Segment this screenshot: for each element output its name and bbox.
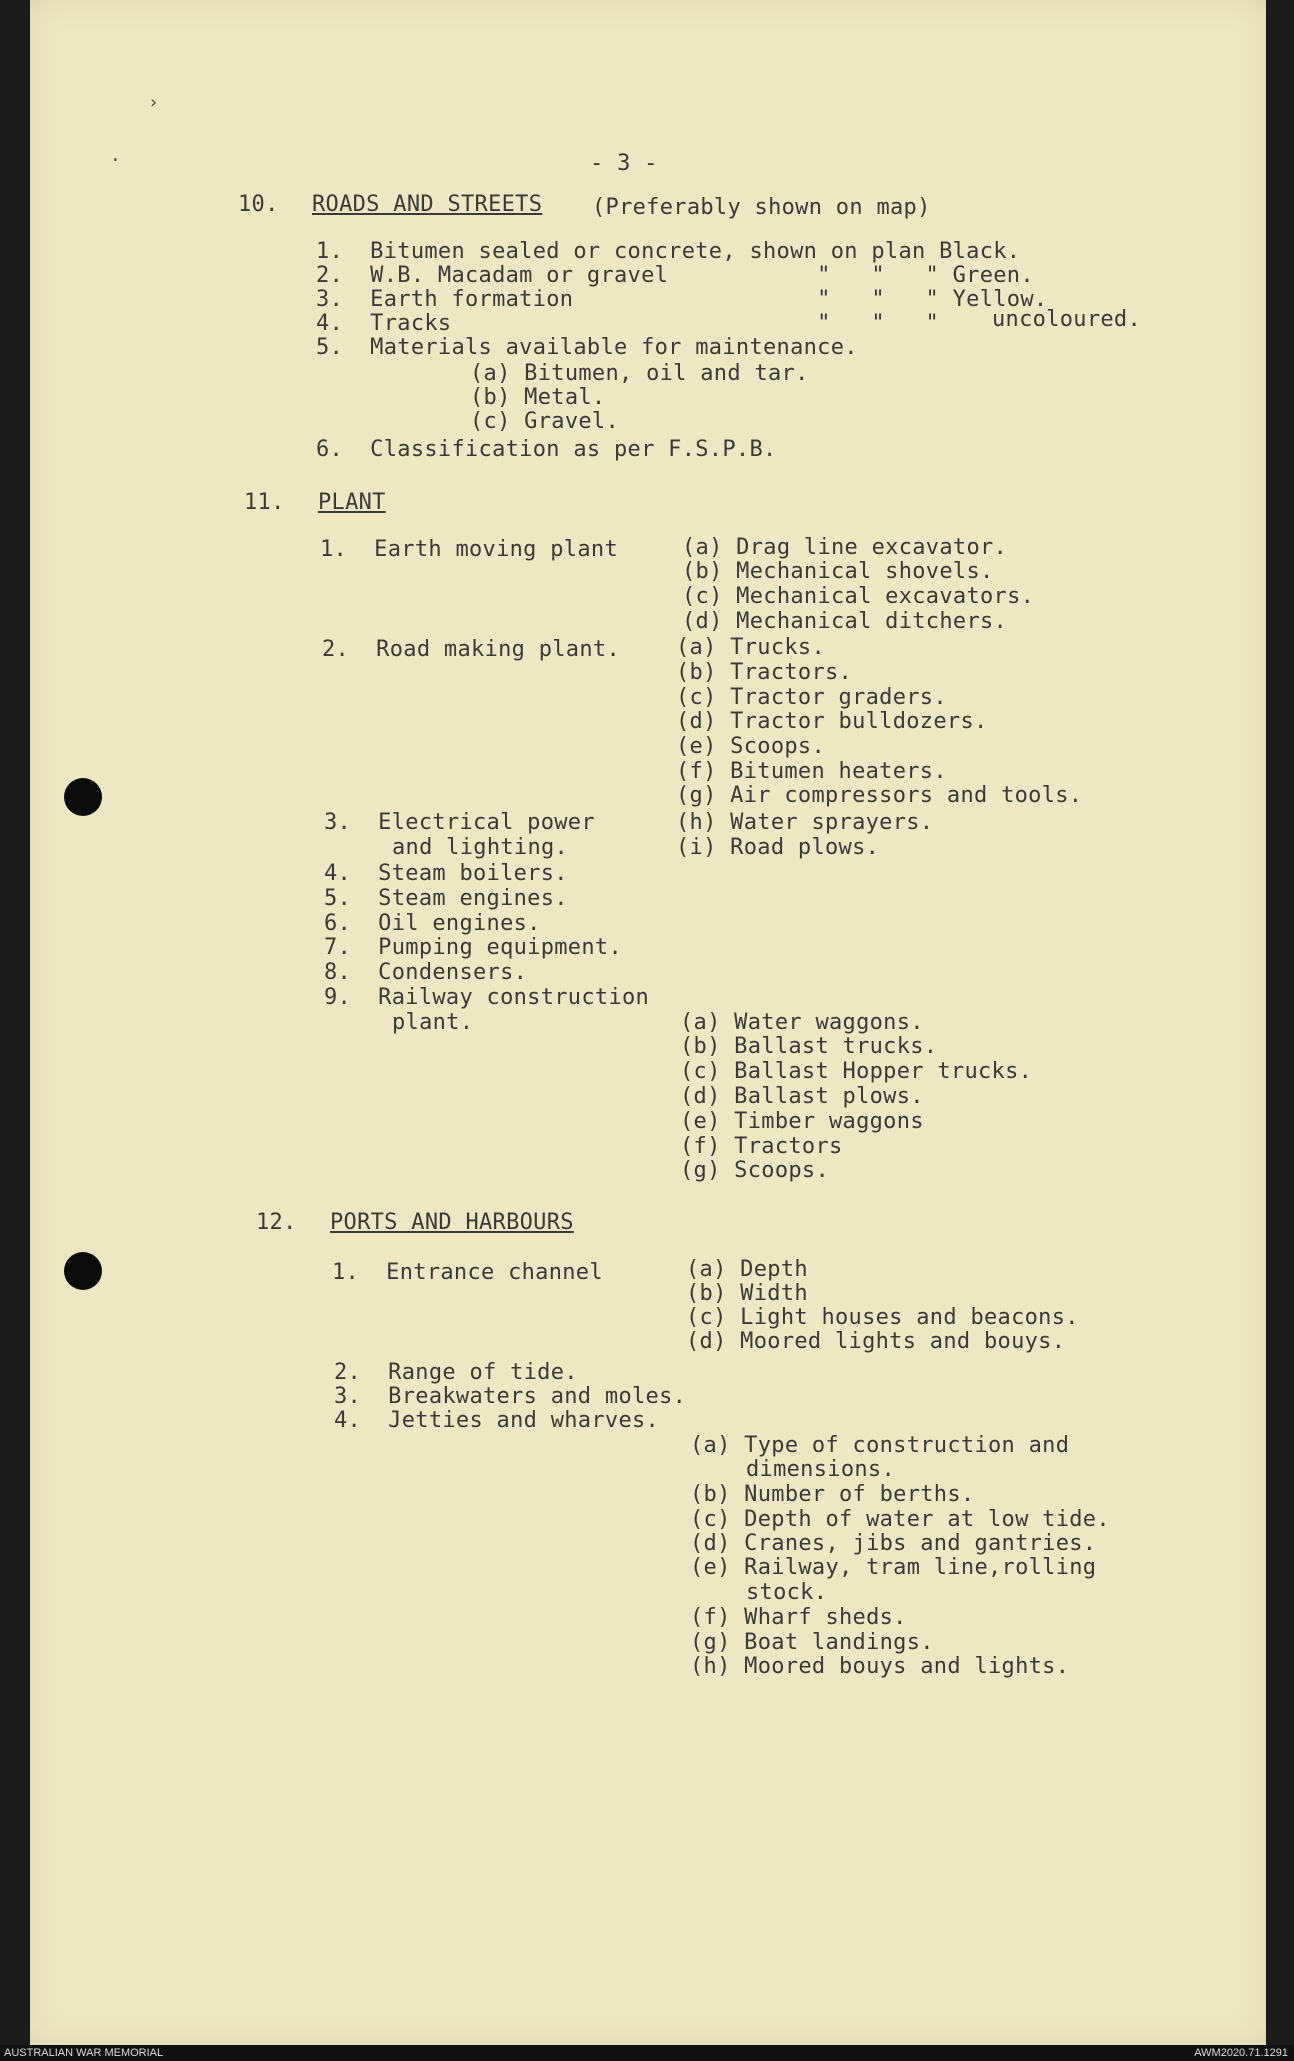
document-line: (c) Mechanical excavators. xyxy=(682,584,1035,609)
footer-accession-number: AWM2020.71.1291 xyxy=(1194,2047,1288,2059)
document-line: 10. xyxy=(238,192,279,217)
document-line: 6. Oil engines. xyxy=(324,911,541,936)
document-line: 6. Classification as per F.S.P.B. xyxy=(316,437,777,462)
footer-source: AUSTRALIAN WAR MEMORIAL xyxy=(4,2047,164,2059)
document-line: (b) Mechanical shovels. xyxy=(682,559,994,584)
document-line: (f) Wharf sheds. xyxy=(690,1605,907,1630)
document-line: (Preferably shown on map) xyxy=(592,195,931,220)
document-line: (b) Width xyxy=(686,1281,808,1306)
document-line: (c) Gravel. xyxy=(470,409,619,434)
document-line: (a) Trucks. xyxy=(676,635,825,660)
footer-bar xyxy=(0,2045,1294,2061)
document-line: (i) Road plows. xyxy=(676,835,880,860)
document-line: 12. xyxy=(256,1210,297,1235)
document-line: (c) Light houses and beacons. xyxy=(686,1305,1079,1330)
document-line: (h) Moored bouys and lights. xyxy=(690,1654,1070,1679)
document-line: (d) Moored lights and bouys. xyxy=(686,1329,1066,1354)
document-line: (b) Metal. xyxy=(470,385,606,410)
document-line: stock. xyxy=(746,1580,828,1605)
section-heading: PORTS AND HARBOURS xyxy=(330,1210,574,1235)
document-line: 3. Electrical power xyxy=(324,810,595,835)
pencil-mark: › xyxy=(148,92,159,113)
document-line: (d) Cranes, jibs and gantries. xyxy=(690,1531,1097,1556)
document-line: (d) Ballast plows. xyxy=(680,1084,924,1109)
document-line: 1. Entrance channel xyxy=(332,1260,603,1285)
page-number: - 3 - xyxy=(590,151,658,176)
document-line: 11. xyxy=(244,490,285,515)
document-line: (a) Type of construction and xyxy=(690,1433,1070,1458)
document-line: 8. Condensers. xyxy=(324,960,528,985)
document-line: 3. Breakwaters and moles. xyxy=(334,1384,687,1409)
section-heading: PLANT xyxy=(318,490,386,515)
document-line: (d) Mechanical ditchers. xyxy=(682,609,1008,634)
document-line: 9. Railway construction xyxy=(324,985,650,1010)
document-line: 7. Pumping equipment. xyxy=(324,935,622,960)
document-line: 1. Earth moving plant xyxy=(320,537,618,562)
document-line: 2. W.B. Macadam or gravel " " " Green. xyxy=(316,263,1034,288)
document-line: (a) Drag line excavator. xyxy=(682,535,1008,560)
document-line: (c) Depth of water at low tide. xyxy=(690,1507,1110,1532)
document-line: (c) Tractor graders. xyxy=(676,685,947,710)
document-line: (e) Railway, tram line,rolling xyxy=(690,1555,1097,1580)
document-line: (a) Depth xyxy=(686,1257,808,1282)
document-line: 3. Earth formation " " " Yellow. xyxy=(316,287,1048,312)
document-line: (e) Timber waggons xyxy=(680,1109,924,1134)
document-line: (e) Scoops. xyxy=(676,734,825,759)
document-line: (d) Tractor bulldozers. xyxy=(676,709,988,734)
document-line: (a) Bitumen, oil and tar. xyxy=(470,361,809,386)
document-line: (f) Bitumen heaters. xyxy=(676,759,947,784)
document-line: (b) Ballast trucks. xyxy=(680,1034,938,1059)
document-line: (c) Ballast Hopper trucks. xyxy=(680,1059,1033,1084)
document-line: (g) Scoops. xyxy=(680,1158,829,1183)
document-line: 4. Steam boilers. xyxy=(324,861,568,886)
document-line: 5. Steam engines. xyxy=(324,886,568,911)
document-line: (g) Air compressors and tools. xyxy=(676,783,1083,808)
section-heading: ROADS AND STREETS xyxy=(312,192,543,217)
punch-hole xyxy=(64,1252,102,1290)
document-line: plant. xyxy=(392,1010,474,1035)
document-line: (f) Tractors xyxy=(680,1134,843,1159)
document-line: dimensions. xyxy=(746,1457,895,1482)
document-line: 2. Road making plant. xyxy=(322,637,620,662)
document-line: (g) Boat landings. xyxy=(690,1630,934,1655)
document-line: and lighting. xyxy=(392,835,569,860)
document-line: 1. Bitumen sealed or concrete, shown on plan Black. xyxy=(316,239,1021,264)
document-line: 4. Tracks " " " xyxy=(316,311,940,336)
pencil-mark: · xyxy=(110,150,121,171)
document-line: (h) Water sprayers. xyxy=(676,810,934,835)
document-page xyxy=(30,0,1266,2045)
document-line: 2. Range of tide. xyxy=(334,1360,578,1385)
document-line: 5. Materials available for maintenance. xyxy=(316,335,858,360)
document-line: (a) Water waggons. xyxy=(680,1010,924,1035)
punch-hole xyxy=(64,778,102,816)
document-line: 4. Jetties and wharves. xyxy=(334,1408,660,1433)
document-line: uncoloured. xyxy=(992,307,1141,332)
document-line: (b) Tractors. xyxy=(676,660,853,685)
document-line: (b) Number of berths. xyxy=(690,1482,975,1507)
